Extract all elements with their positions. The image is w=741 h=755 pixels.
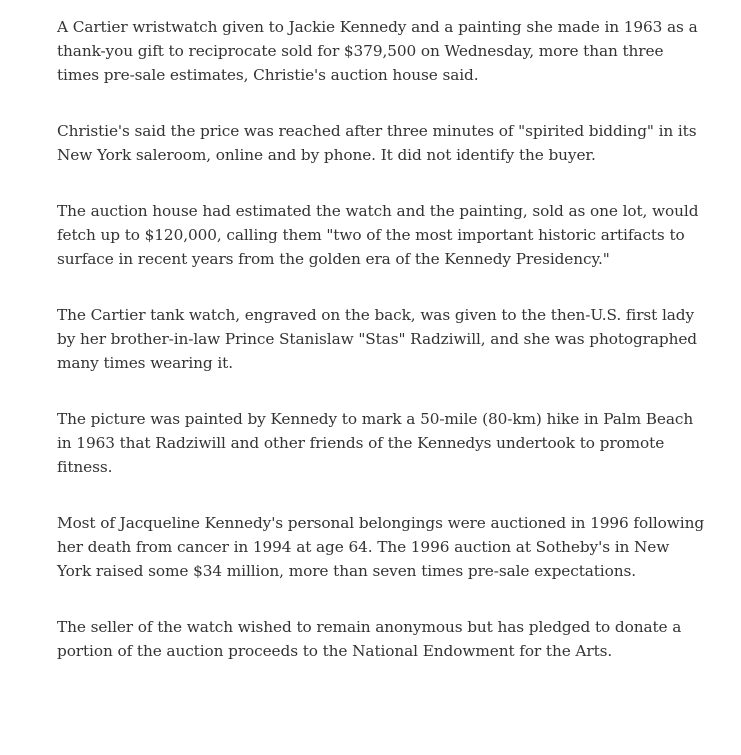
article-paragraph: Most of Jacqueline Kennedy's personal belongings were auctioned in 1996 following her death from cancer in 1994 at age 64. The 1996 auction at Sotheby's in New York raised some $34 million, more than seven times pre-sale expectations. [57, 514, 705, 580]
article-paragraph: A Cartier wristwatch given to Jackie Kennedy and a painting she made in 1963 as a thank-you gift to reciprocate sold for $379,500 on Wednesday, more than three times pre-sale estimates, Christie's auction house said. [57, 18, 698, 84]
article-paragraph: The Cartier tank watch, engraved on the back, was given to the then-U.S. first lady by her brother-in-law Prince Stanislaw "Stas" Radziwill, and she was photographed many times wearing it. [57, 306, 697, 372]
article-paragraph: The picture was painted by Kennedy to mark a 50-mile (80-km) hike in Palm Beach in 1963 that Radziwill and other friends of the Kennedys undertook to promote fitness. [57, 410, 694, 476]
article-paragraph: Christie's said the price was reached after three minutes of "spirited bidding" in its New York saleroom, online and by phone. It did not identify the buyer. [57, 122, 697, 164]
article-paragraph: The seller of the watch wished to remain anonymous but has pledged to donate a portion of the auction proceeds to the National Endowment for the Arts. [57, 618, 682, 660]
article-paragraph: The auction house had estimated the watch and the painting, sold as one lot, would fetch up to $120,000, calling them "two of the most important historic artifacts to surface in recent years from the golden era of the Kennedy Presidency." [57, 202, 699, 268]
